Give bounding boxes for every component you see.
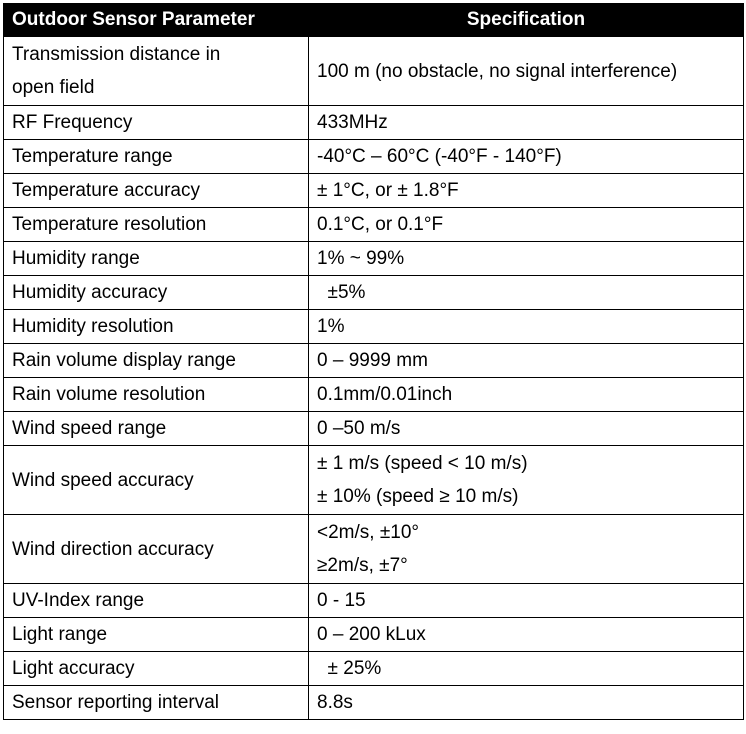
table-header-row bbox=[4, 4, 744, 37]
specification-cell bbox=[309, 208, 744, 242]
specification-cell bbox=[309, 584, 744, 618]
specification-text: <2m/s, ±10° bbox=[317, 522, 419, 543]
parameter-cell bbox=[4, 686, 309, 720]
parameter-cell bbox=[4, 618, 309, 652]
table-row bbox=[4, 310, 744, 344]
parameter-cell bbox=[4, 208, 309, 242]
specification-text: 0.1°C, or 0.1°F bbox=[317, 214, 444, 235]
specification-cell bbox=[309, 344, 744, 378]
parameter-cell bbox=[4, 37, 309, 106]
specification-cell bbox=[309, 242, 744, 276]
specification-cell bbox=[309, 37, 744, 106]
parameter-cell bbox=[4, 446, 309, 515]
table-row bbox=[4, 174, 744, 208]
table-body bbox=[4, 37, 744, 720]
specification-cell bbox=[309, 174, 744, 208]
parameter-text: RF Frequency bbox=[12, 112, 133, 133]
parameter-text: Wind direction accuracy bbox=[12, 538, 214, 560]
parameter-cell bbox=[4, 276, 309, 310]
specification-text: 100 m (no obstacle, no signal interference) bbox=[317, 60, 678, 82]
specification-text: 0 –50 m/s bbox=[317, 418, 401, 439]
specification-cell bbox=[309, 652, 744, 686]
table-row bbox=[4, 276, 744, 310]
parameter-cell bbox=[4, 584, 309, 618]
specification-text: ± 1 m/s (speed < 10 m/s) bbox=[317, 453, 528, 474]
specification-text: ≥2m/s, ±7° bbox=[317, 555, 408, 576]
parameter-text: Humidity accuracy bbox=[12, 282, 168, 303]
table-row bbox=[4, 378, 744, 412]
specification-cell bbox=[309, 686, 744, 720]
parameter-text: Temperature resolution bbox=[12, 214, 207, 235]
specification-text: ± 25% bbox=[317, 658, 382, 679]
specification-text: 1% bbox=[317, 316, 345, 337]
specification-text: ± 10% (speed ≥ 10 m/s) bbox=[317, 486, 519, 507]
parameter-text: Wind speed accuracy bbox=[12, 469, 194, 491]
specification-text: 433MHz bbox=[317, 112, 388, 133]
header-parameter: Outdoor Sensor Parameter bbox=[4, 4, 309, 37]
specification-cell bbox=[309, 515, 744, 584]
parameter-cell bbox=[4, 344, 309, 378]
parameter-cell bbox=[4, 140, 309, 174]
specification-text: 0 - 15 bbox=[317, 590, 366, 611]
specification-cell bbox=[309, 276, 744, 310]
specification-cell bbox=[309, 378, 744, 412]
specification-text: 8.8s bbox=[317, 692, 353, 713]
table-row bbox=[4, 515, 744, 584]
header-specification: Specification bbox=[309, 4, 744, 37]
parameter-text: Light range bbox=[12, 624, 108, 645]
parameter-text: Temperature accuracy bbox=[12, 180, 200, 201]
specification-cell bbox=[309, 618, 744, 652]
parameter-cell bbox=[4, 174, 309, 208]
specification-text: 0.1mm/0.01inch bbox=[317, 384, 453, 405]
table-row bbox=[4, 618, 744, 652]
specification-cell bbox=[309, 310, 744, 344]
parameter-text: Transmission distance in bbox=[12, 44, 221, 65]
table-row bbox=[4, 412, 744, 446]
parameter-text: Humidity range bbox=[12, 248, 140, 269]
table-row bbox=[4, 652, 744, 686]
parameter-cell bbox=[4, 242, 309, 276]
parameter-cell bbox=[4, 378, 309, 412]
table-row bbox=[4, 37, 744, 106]
table-row bbox=[4, 242, 744, 276]
specification-text: ±5% bbox=[317, 282, 366, 303]
parameter-cell bbox=[4, 106, 309, 140]
parameter-text: UV-Index range bbox=[12, 590, 145, 611]
parameter-cell bbox=[4, 310, 309, 344]
table-row bbox=[4, 140, 744, 174]
specification-text: 0 – 9999 mm bbox=[317, 350, 428, 371]
parameter-text: Humidity resolution bbox=[12, 316, 174, 337]
sensor-spec-table bbox=[3, 3, 744, 720]
specification-text: ± 1°C, or ± 1.8°F bbox=[317, 180, 459, 201]
table-row bbox=[4, 106, 744, 140]
parameter-text: open field bbox=[12, 77, 95, 98]
specification-text: 0 – 200 kLux bbox=[317, 624, 426, 645]
specification-cell bbox=[309, 412, 744, 446]
parameter-text: Wind speed range bbox=[12, 418, 167, 439]
parameter-text: Temperature range bbox=[12, 146, 173, 167]
parameter-cell bbox=[4, 412, 309, 446]
specification-cell bbox=[309, 140, 744, 174]
parameter-text: Sensor reporting interval bbox=[12, 692, 219, 713]
specification-cell bbox=[309, 106, 744, 140]
parameter-text: Rain volume resolution bbox=[12, 384, 206, 405]
parameter-text: Light accuracy bbox=[12, 658, 135, 679]
table-row bbox=[4, 344, 744, 378]
table-row bbox=[4, 208, 744, 242]
table-row bbox=[4, 446, 744, 515]
specification-cell bbox=[309, 446, 744, 515]
table-row bbox=[4, 686, 744, 720]
parameter-cell bbox=[4, 652, 309, 686]
parameter-text: Rain volume display range bbox=[12, 350, 236, 371]
specification-text: 1% ~ 99% bbox=[317, 248, 405, 269]
parameter-cell bbox=[4, 515, 309, 584]
table-row bbox=[4, 584, 744, 618]
specification-text: -40°C – 60°C (-40°F - 140°F) bbox=[317, 146, 562, 167]
